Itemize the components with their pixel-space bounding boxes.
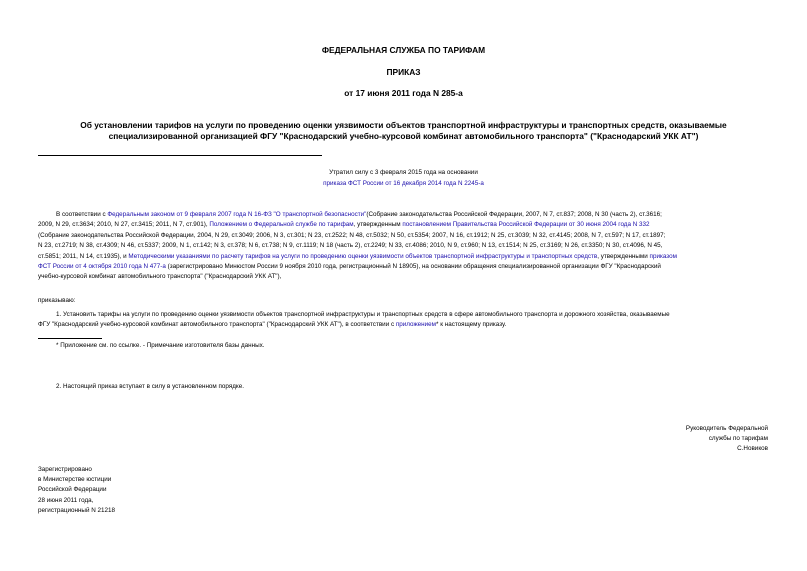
preamble-text: (зарегистрировано Минюстом России 9 ноября 2010 года, регистрационный N 18905), на основании обращения специализированной организации ФГУ "Краснодарский: [165, 262, 661, 270]
preamble-line-4: N 23, ст.2719; N 38, ст.4309; N 46, ст.5337; 2009, N 1, ст.142; N 3, ст.378; N 6, ст.738; N 9, ст.1119; N 18 (часть 2), ст.2249; N 33, ст.4086; 2010, N 9, ст.960; N 13, ст.1514; N 25, ст.3169; N 26, ст.3350; N 30, ст.4096, N 45,: [38, 242, 663, 250]
status-note-link-line: [0, 179, 807, 189]
federal-law-link[interactable]: Федеральным законом от 9 февраля 2007 года N 16-ФЗ "О транспортной безопасности": [107, 211, 367, 218]
signature-line-2: службы по тарифам: [708, 435, 768, 442]
preamble-text: ст.5851; 2011, N 14, ст.1935), и: [38, 252, 129, 260]
preamble-line-1: [38, 210, 768, 220]
footnote-text: * Приложение см. по ссылке. - Примечание изготовителя базы данных.: [56, 342, 265, 349]
order-date: от 17 июня 2011 года N 285-а: [344, 88, 463, 98]
registration-line-2: в Министерстве юстиции: [38, 476, 112, 484]
registration-date: 28 июня 2011 года,: [38, 496, 94, 504]
order-item-1-line-2: [38, 320, 768, 330]
registration-line-3: Российской Федерации: [38, 486, 107, 494]
signature-block: [686, 424, 768, 454]
preamble-line-2: [38, 220, 768, 230]
order-item-2: [38, 382, 768, 392]
preamble-line-3: (Собрание законодательства Российской Федерации, 2004, N 29, ст.3049; 2006, N 3, ст.301; N 23, ст.2522; N 48, ст.5032; N 50, ст.5354; 2007, N 16, ст.1912; N 25, ст.3039; N 32, ст.4145; 2008, N 7, ст.597; N 17, ст.1897;: [38, 231, 666, 239]
registration-block: [38, 465, 115, 516]
preamble-text: В соответствии с: [56, 211, 108, 218]
agency-name: ФЕДЕРАЛЬНАЯ СЛУЖБА ПО ТАРИФАМ: [321, 45, 486, 55]
repeal-order-link[interactable]: приказа ФСТ России от 16 декабря 2014 года N 2245-а: [323, 180, 484, 187]
registration-line-1: Зарегистрировано: [38, 466, 92, 473]
footnote-divider: [38, 338, 102, 339]
order-item-1-line-1: 1. Установить тарифы на услуги по проведению оценки уязвимости объектов транспортной инфраструктуры и транспортных средств в сфере автомобильного транспорта и дорожного хозяйства, оказываемые: [56, 311, 670, 318]
preamble-line-6: [38, 262, 768, 272]
fst-regulation-link[interactable]: Положением о Федеральной службе по тарифам: [209, 221, 354, 229]
order-item-2-text: 2. Настоящий приказ вступает в силу в установленном порядке.: [56, 383, 245, 390]
item-text: * к настоящему приказу.: [436, 321, 507, 329]
status-note-text: Утратил силу с 3 февраля 2015 года на основании: [329, 169, 478, 176]
order-item-1: [38, 310, 768, 331]
methodical-guidelines-link[interactable]: Методическими указаниями по расчету тарифов на услуги по проведению оценки уязвимости объектов транспортной инфраструктуры и транспортных средств: [128, 252, 598, 260]
registration-number: регистрационный N 21218: [38, 506, 116, 514]
preamble-text: (Собрание законодательства Российской Федерации, 2007, N 7, ст.837; 2008, N 30 (часть 2), ст.3616;: [366, 211, 662, 218]
preamble-text: , утвержденными: [597, 252, 650, 260]
preamble-line-7: учебно-курсовой комбинат автомобильного транспорта" ("Краснодарский УКК АТ"),: [38, 273, 282, 281]
order-word: приказываю:: [38, 297, 76, 304]
preamble-text: , утвержденным: [353, 221, 403, 229]
preamble-paragraph: [38, 210, 768, 283]
item-text: ФГУ "Краснодарский учебно-курсовой комбинат автомобильного транспорта" ("Краснодарский УКК АТ"), в соответствии с: [38, 321, 396, 329]
preamble-text: 2009, N 29, ст.3634; 2010, N 27, ст.3415; 2011, N 7, ст.901),: [38, 221, 210, 229]
footnote: [38, 341, 768, 351]
fst-order-link-part-1[interactable]: приказом: [649, 252, 677, 260]
order-label: ПРИКАЗ: [386, 67, 421, 77]
fst-order-link-part-2[interactable]: ФСТ России от 4 октября 2010 года N 477-а: [38, 262, 166, 270]
signature-line-1: Руководитель Федеральной: [685, 425, 768, 432]
appendix-link[interactable]: приложением: [395, 321, 437, 329]
title-divider: [38, 155, 322, 156]
preamble-line-5: [38, 252, 768, 262]
document-title: [40, 120, 767, 141]
government-resolution-link[interactable]: постановлением Правительства Российской Федерации от 30 июня 2004 года N 332: [402, 221, 650, 229]
document-title-line-1: Об установлении тарифов на услуги по проведению оценки уязвимости объектов транспортной инфраструктуры и транспортных средств, оказываемые: [80, 120, 727, 130]
signatory-name: С.Новиков: [737, 445, 768, 452]
document-title-line-2: специализированной организацией ФГУ "Краснодарский учебно-курсовой комбинат автомобильного транспорта" ("Краснодарский УКК АТ"): [108, 130, 699, 141]
